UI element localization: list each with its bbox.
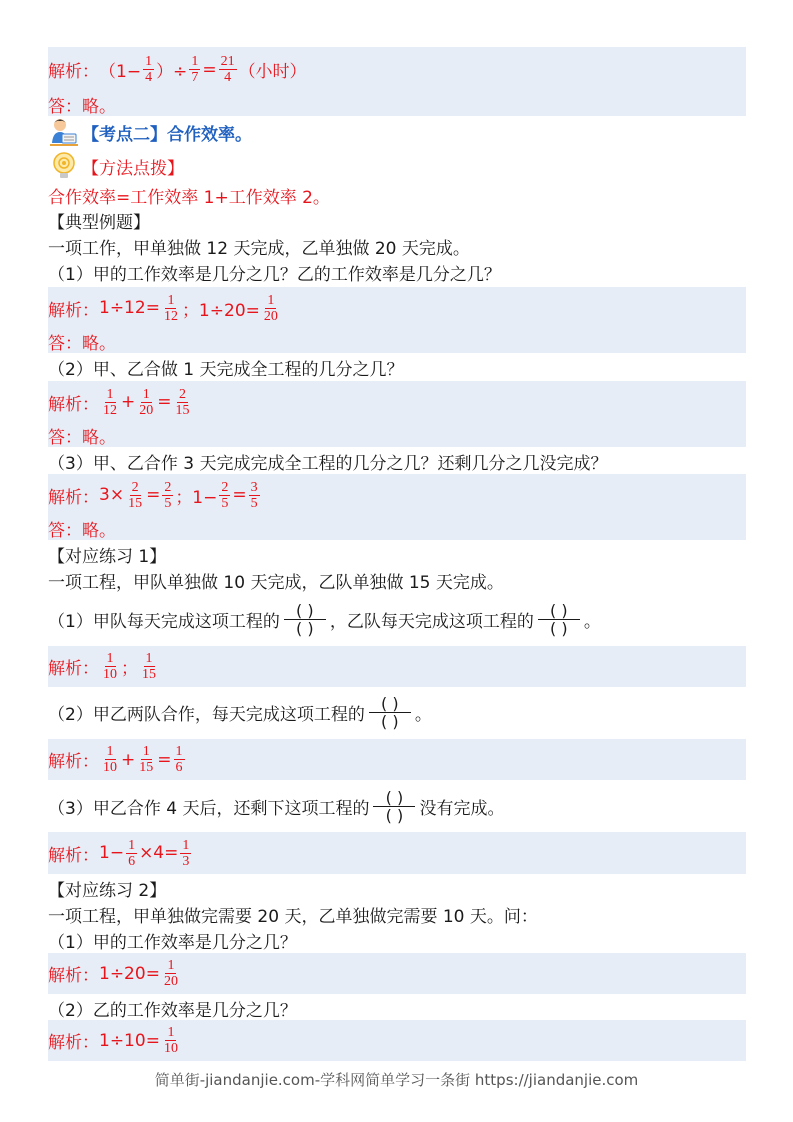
denominator: 10 (103, 667, 117, 682)
fraction (262, 293, 280, 324)
numerator: 1 (167, 292, 175, 308)
heading-text: 【对应练习 2】 (48, 880, 167, 901)
denominator: 4 (145, 70, 153, 85)
numerator: 1 (106, 651, 114, 666)
numerator: 1 (182, 837, 190, 853)
expr-text: ； (121, 659, 138, 679)
expr-text: = (157, 392, 172, 412)
numerator: 1 (145, 651, 153, 666)
question-text: 。 (414, 704, 432, 725)
blank-numerator: ( ) (369, 695, 411, 713)
denominator: 20 (263, 308, 278, 324)
numerator: 1 (167, 958, 175, 973)
formula-line (48, 183, 746, 207)
question-text: ，乙队每天完成这项工程的 (329, 611, 534, 632)
practice-2-answer-2 (48, 1020, 746, 1061)
example-intro (48, 234, 746, 258)
numerator: 1 (267, 292, 275, 308)
expr-text: = (202, 59, 217, 80)
question-text: （2）甲乙两队合作，每天完成这项工程的 (48, 704, 365, 725)
expr-text: 3× (99, 485, 125, 505)
denominator: 4 (224, 70, 232, 85)
question-text: （3）甲乙合作 4 天后，还剩下这项工程的 (48, 798, 370, 819)
expr-text: 1÷12= (99, 298, 160, 318)
practice-1-answer-1 (48, 646, 746, 687)
question-text: 没有完成。 (419, 798, 505, 819)
fraction (101, 744, 119, 775)
expr-text: = (232, 485, 247, 505)
practice-1-question-2 (48, 689, 746, 735)
fraction (137, 744, 155, 775)
blank-numerator: ( ) (284, 602, 326, 620)
answer-label: 解析： (48, 1033, 99, 1053)
practice-2-answer-1 (48, 953, 746, 994)
fraction (162, 480, 173, 511)
answer-text: 答：略。 (48, 333, 116, 354)
expr-text: （小时） (238, 62, 307, 82)
answer-label: 解析： (48, 966, 99, 986)
numerator: 2 (164, 479, 172, 495)
question-text: （2）乙的工作效率是几分之几？ (48, 1000, 297, 1021)
fraction (189, 54, 200, 85)
question-text: （3）甲、乙合作 3 天完成完成全工程的几分之几？还剩几分之几没完成？ (48, 453, 608, 474)
question-2 (48, 355, 746, 379)
heading-text: 【对应练习 1】 (48, 546, 167, 567)
question-text: （1）甲的工作效率是几分之几？乙的工作效率是几分之几？ (48, 264, 501, 285)
practice-1-question-3 (48, 783, 746, 829)
denominator: 15 (142, 667, 156, 682)
expr-text: 1− (99, 843, 125, 863)
answer-block-2 (48, 381, 746, 423)
question-text: （1）甲的工作效率是几分之几？ (48, 932, 297, 953)
denominator: 15 (128, 495, 143, 511)
section-fangfa (48, 150, 746, 182)
fraction (137, 387, 155, 418)
question-text: 一项工程，甲队单独做 10 天完成，乙队单独做 15 天完成。 (48, 572, 504, 593)
fraction (143, 54, 154, 85)
expr-text: ；1− (175, 487, 218, 508)
practice-1-question-1 (48, 596, 746, 642)
blank-numerator: ( ) (538, 602, 580, 620)
fraction (162, 958, 180, 989)
denominator: 10 (103, 760, 117, 775)
denominator: 7 (191, 70, 199, 85)
question-text: 。 (583, 611, 601, 632)
practice-1-heading (48, 542, 746, 566)
expr-text: + (121, 392, 136, 412)
blank-numerator: ( ) (373, 789, 415, 807)
expr-text: ；1÷20= (181, 300, 260, 321)
denominator: 6 (128, 853, 136, 869)
practice-2-intro (48, 902, 746, 926)
practice-1-answer-3 (48, 832, 746, 874)
fraction-blank[interactable] (284, 602, 326, 637)
denominator: 20 (139, 402, 154, 418)
answer-omitted (48, 516, 746, 540)
fraction (140, 651, 158, 682)
answer-label: 解析： (48, 300, 99, 321)
numerator: 3 (250, 479, 258, 495)
blank-denominator: ( ) (296, 618, 314, 638)
answer-label: 解析： (48, 487, 99, 508)
fraction (180, 838, 191, 869)
question-3 (48, 449, 746, 473)
fraction (162, 293, 180, 324)
answer-text: 答：略。 (48, 96, 116, 117)
fraction (101, 387, 119, 418)
answer-block-1 (48, 287, 746, 329)
answer-block-3 (48, 474, 746, 516)
denominator: 12 (163, 308, 178, 324)
page-footer: 简单街-jiandanjie.com-学科网简单学习一条街 https://jiandanjie.com (154, 1071, 639, 1089)
expr-text: = (157, 749, 172, 770)
numerator: 1 (175, 744, 183, 759)
answer-omitted (48, 423, 746, 447)
practice-1-intro (48, 568, 746, 592)
question-text: （2）甲、乙合做 1 天完成全工程的几分之几？ (48, 359, 404, 380)
fraction (174, 744, 185, 775)
denominator: 5 (221, 495, 229, 511)
blank-denominator: ( ) (385, 805, 404, 825)
lightbulb-icon (48, 151, 80, 181)
fraction (126, 480, 144, 511)
method-title: 【方法点拨】 (82, 158, 184, 179)
numerator: 1 (128, 837, 136, 853)
practice-2-heading (48, 876, 746, 900)
answer-omitted (48, 92, 746, 116)
denominator: 6 (175, 760, 183, 775)
fraction-blank[interactable] (369, 695, 411, 730)
answer-label: 解析： (48, 394, 99, 415)
expr-text: （1− (99, 62, 142, 82)
practice-2-question-2 (48, 996, 746, 1020)
section-title: 【考点二】合作效率。 (82, 124, 252, 145)
fraction (219, 480, 230, 511)
expr-text: ×4= (139, 843, 179, 863)
numerator: 21 (220, 54, 235, 69)
blank-denominator: ( ) (381, 711, 399, 731)
expr-text: = (146, 485, 161, 505)
answer-label: 解析： (48, 845, 99, 866)
denominator: 15 (175, 402, 190, 418)
denominator: 12 (103, 402, 117, 418)
question-text: 一项工程，甲单独做完需要 20 天，乙单独做完需要 10 天。问： (48, 906, 538, 927)
denominator: 5 (250, 495, 258, 511)
expr-text: + (121, 749, 136, 770)
fraction-blank[interactable] (373, 789, 415, 824)
denominator: 3 (182, 853, 190, 869)
expr-text: 1÷20= (99, 963, 160, 984)
numerator: 1 (142, 386, 150, 402)
fraction (219, 54, 237, 85)
answer-label: 解析： (48, 752, 99, 772)
practice-1-answer-2 (48, 739, 746, 780)
numerator: 1 (106, 744, 114, 759)
answer-label: 解析： (48, 62, 99, 82)
denominator: 15 (139, 760, 154, 775)
answer-omitted (48, 329, 746, 353)
numerator: 2 (131, 479, 139, 495)
fraction (174, 387, 192, 418)
denominator: 5 (164, 495, 172, 511)
fraction (101, 651, 119, 682)
numerator: 2 (221, 479, 229, 495)
denominator: 10 (163, 1041, 178, 1056)
heading-text: 【典型例题】 (48, 212, 150, 233)
numerator: 1 (142, 744, 150, 759)
answer-text: 答：略。 (48, 427, 116, 448)
numerator: 1 (106, 386, 114, 402)
fraction (126, 838, 137, 869)
practice-2-question-1 (48, 928, 746, 952)
question-text: （1）甲队每天完成这项工程的 (48, 611, 280, 632)
numerator: 1 (167, 1025, 175, 1040)
answer-label: 解析： (48, 659, 99, 679)
expr-text: ）÷ (156, 62, 188, 82)
question-text: 一项工作，甲单独做 12 天完成，乙单独做 20 天完成。 (48, 238, 470, 259)
denominator: 20 (163, 974, 178, 989)
fraction (162, 1025, 180, 1056)
answer-text: 答：略。 (48, 520, 116, 541)
expr-text: 1÷10= (99, 1030, 160, 1051)
answer-block-prev (48, 47, 746, 92)
blank-denominator: ( ) (550, 618, 568, 638)
numerator: 2 (179, 386, 186, 402)
fraction-blank[interactable] (538, 602, 580, 637)
fraction (249, 480, 260, 511)
section-kaodian (48, 116, 746, 148)
numerator: 1 (191, 54, 199, 69)
formula-text: 合作效率=工作效率 1+工作效率 2。 (48, 187, 330, 208)
example-heading (48, 208, 746, 232)
question-1 (48, 260, 746, 284)
numerator: 1 (145, 54, 153, 69)
student-reading-icon (48, 117, 80, 147)
